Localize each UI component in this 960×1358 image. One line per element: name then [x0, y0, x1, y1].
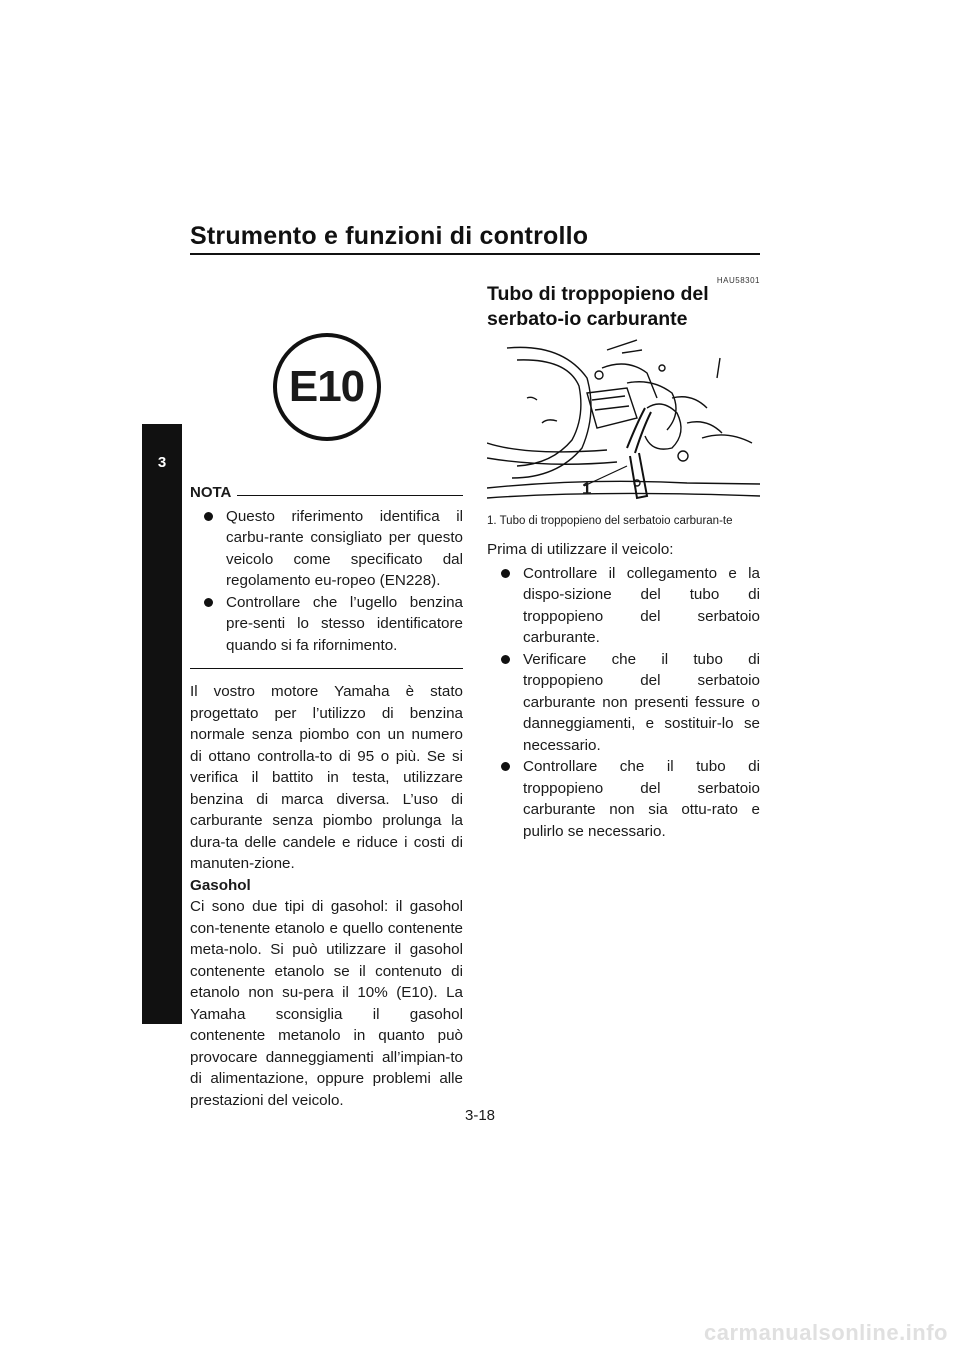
left-column [190, 300, 463, 1111]
overflow-hose-illustration [487, 338, 760, 508]
right-column [487, 270, 760, 842]
page-number: 3-18 [464, 1107, 496, 1124]
nota-bottom-rule [190, 668, 463, 669]
nota-item: Controllare che l’ugello benzina pre-senti lo stesso identificatore quando si fa rifornimento. [204, 592, 463, 657]
chapter-tab [142, 424, 182, 1024]
nota-heading-rule [237, 495, 463, 496]
page-title: Strumento e funzioni di controllo [190, 222, 589, 250]
gasohol-paragraph: Ci sono due tipi di gasohol: il gasohol con-tenente etanolo e quello contenente meta-nolo. Si può utilizzare il gasohol contenente etanolo se il contenuto di etanolo non su-pera il 10% (E10). La Yamaha sconsiglia il gasohol contenente metanolo in quanto può provocare danneggiamenti all’impian-to di alimentazione, oppure problemi alle prestazioni del veicolo. [190, 898, 463, 1109]
chapter-number: 3 [157, 454, 167, 471]
check-list [487, 563, 760, 843]
section-heading: Tubo di troppopieno del serbato-io carburante [487, 283, 709, 330]
watermark: carmanualsonline.info [704, 1320, 948, 1345]
nota-item: Questo riferimento identifica il carbu-rante consigliato per questo veicolo come specificato dal regolamento eu-ropeo (EN228). [204, 506, 463, 592]
nota-heading [190, 482, 463, 504]
figure-caption: 1. Tubo di troppopieno del serbatoio carburan-te [487, 515, 733, 527]
nota-list [190, 506, 463, 657]
check-item: Controllare il collegamento e la dispo-sizione del tubo di troppopieno del serbatoio carburante. [501, 563, 760, 649]
check-item: Verificare che il tubo di troppopieno del serbatoio carburante non presenti fessure o danneggiamenti, e sostituir-lo se necessario. [501, 649, 760, 757]
check-item: Controllare che il tubo di troppopieno del serbatoio carburante non sia ottu-rato e pulirlo se necessario. [501, 756, 760, 842]
line-drawing [487, 338, 760, 508]
gasohol-heading: Gasohol [190, 876, 251, 894]
page-header [190, 222, 760, 251]
e10-badge-text: E10 [288, 362, 365, 412]
e10-fuel-badge [273, 333, 381, 441]
e10-badge-area [190, 312, 463, 462]
header-rule [190, 253, 760, 255]
section-code: HAU58301 [716, 276, 760, 285]
intro-text: Prima di utilizzare il veicolo: [487, 541, 674, 558]
nota-label: NOTA [190, 484, 232, 501]
fuel-paragraph: Il vostro motore Yamaha è stato progettato per l’utilizzo di benzina normale senza piombo con un numero di ottano controlla-to di 95 o più. Se si verifica il battito in testa, utilizzare benzina di marca diversa. L’uso di carburante senza piombo prolunga la dura-ta delle candele e riduce i costi di manuten-zione. [190, 683, 463, 872]
figure-callout-number: 1 [582, 479, 592, 498]
